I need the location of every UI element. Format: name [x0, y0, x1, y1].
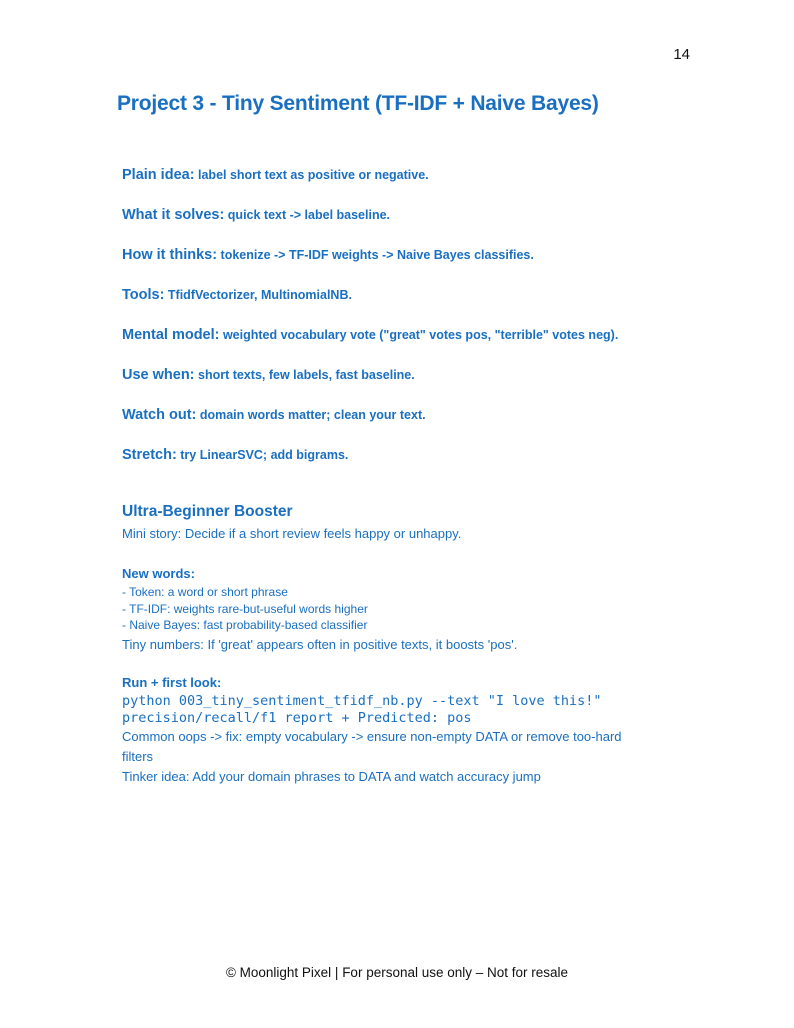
- section-label: Stretch:: [122, 447, 177, 463]
- section-text: tokenize -> TF-IDF weights -> Naive Bayes classifies.: [217, 248, 534, 262]
- section-label: Tools:: [122, 287, 165, 303]
- new-word-item: - Token: a word or short phrase: [122, 585, 288, 599]
- section-text: short texts, few labels, fast baseline.: [194, 368, 415, 382]
- section-label: How it thinks:: [122, 247, 218, 263]
- section-label: Watch out:: [122, 407, 197, 423]
- section-stretch: [122, 445, 642, 466]
- page-number: 14: [673, 46, 690, 63]
- project-summary: [122, 165, 642, 485]
- section-plain-idea: [122, 165, 642, 186]
- new-word-item: - TF-IDF: weights rare-but-useful words higher: [122, 601, 368, 616]
- section-label: Use when:: [122, 367, 195, 383]
- new-word-item: - Naive Bayes: fast probability-based classifier: [122, 618, 368, 632]
- section-mental-model: [122, 325, 642, 346]
- page-title: Project 3 - Tiny Sentiment (TF-IDF + Naive Bayes): [117, 92, 599, 115]
- tiny-numbers: Tiny numbers: If 'great' appears often in positive texts, it boosts 'pos'.: [122, 636, 518, 652]
- run-block: [122, 675, 682, 787]
- booster-heading: Ultra-Beginner Booster: [122, 503, 293, 520]
- tinker-idea: Tinker idea: Add your domain phrases to DATA and watch accuracy jump: [122, 769, 541, 784]
- code-line: precision/recall/f1 report + Predicted: pos: [122, 710, 472, 726]
- section-text: weighted vocabulary vote ("great" votes pos, "terrible" votes neg).: [219, 328, 619, 342]
- section-how-it-thinks: [122, 245, 642, 266]
- section-text: label short text as positive or negative.: [194, 168, 429, 182]
- section-tools: [122, 285, 642, 306]
- common-oops: Common oops -> fix: empty vocabulary -> ensure non-empty DATA or remove too-hard filters: [122, 729, 622, 764]
- section-watch-out: [122, 405, 642, 426]
- section-text: domain words matter; clean your text.: [196, 408, 426, 422]
- section-text: try LinearSVC; add bigrams.: [176, 448, 349, 462]
- run-heading: Run + first look:: [122, 675, 222, 690]
- code-line: python 003_tiny_sentiment_tfidf_nb.py --text "I love this!": [122, 693, 602, 709]
- footer: © Moonlight Pixel | For personal use only – Not for resale: [225, 965, 569, 980]
- section-label: Mental model:: [122, 327, 220, 343]
- section-label: What it solves:: [122, 207, 225, 223]
- section-text: quick text -> label baseline.: [224, 208, 391, 222]
- section-label: Plain idea:: [122, 167, 195, 183]
- new-words-heading: New words:: [122, 566, 195, 581]
- section-use-when: [122, 365, 642, 386]
- new-words-block: [122, 566, 662, 652]
- section-text: TfidfVectorizer, MultinomialNB.: [164, 288, 352, 302]
- mini-story: Mini story: Decide if a short review feels happy or unhappy.: [122, 526, 462, 541]
- section-what-it-solves: [122, 205, 642, 226]
